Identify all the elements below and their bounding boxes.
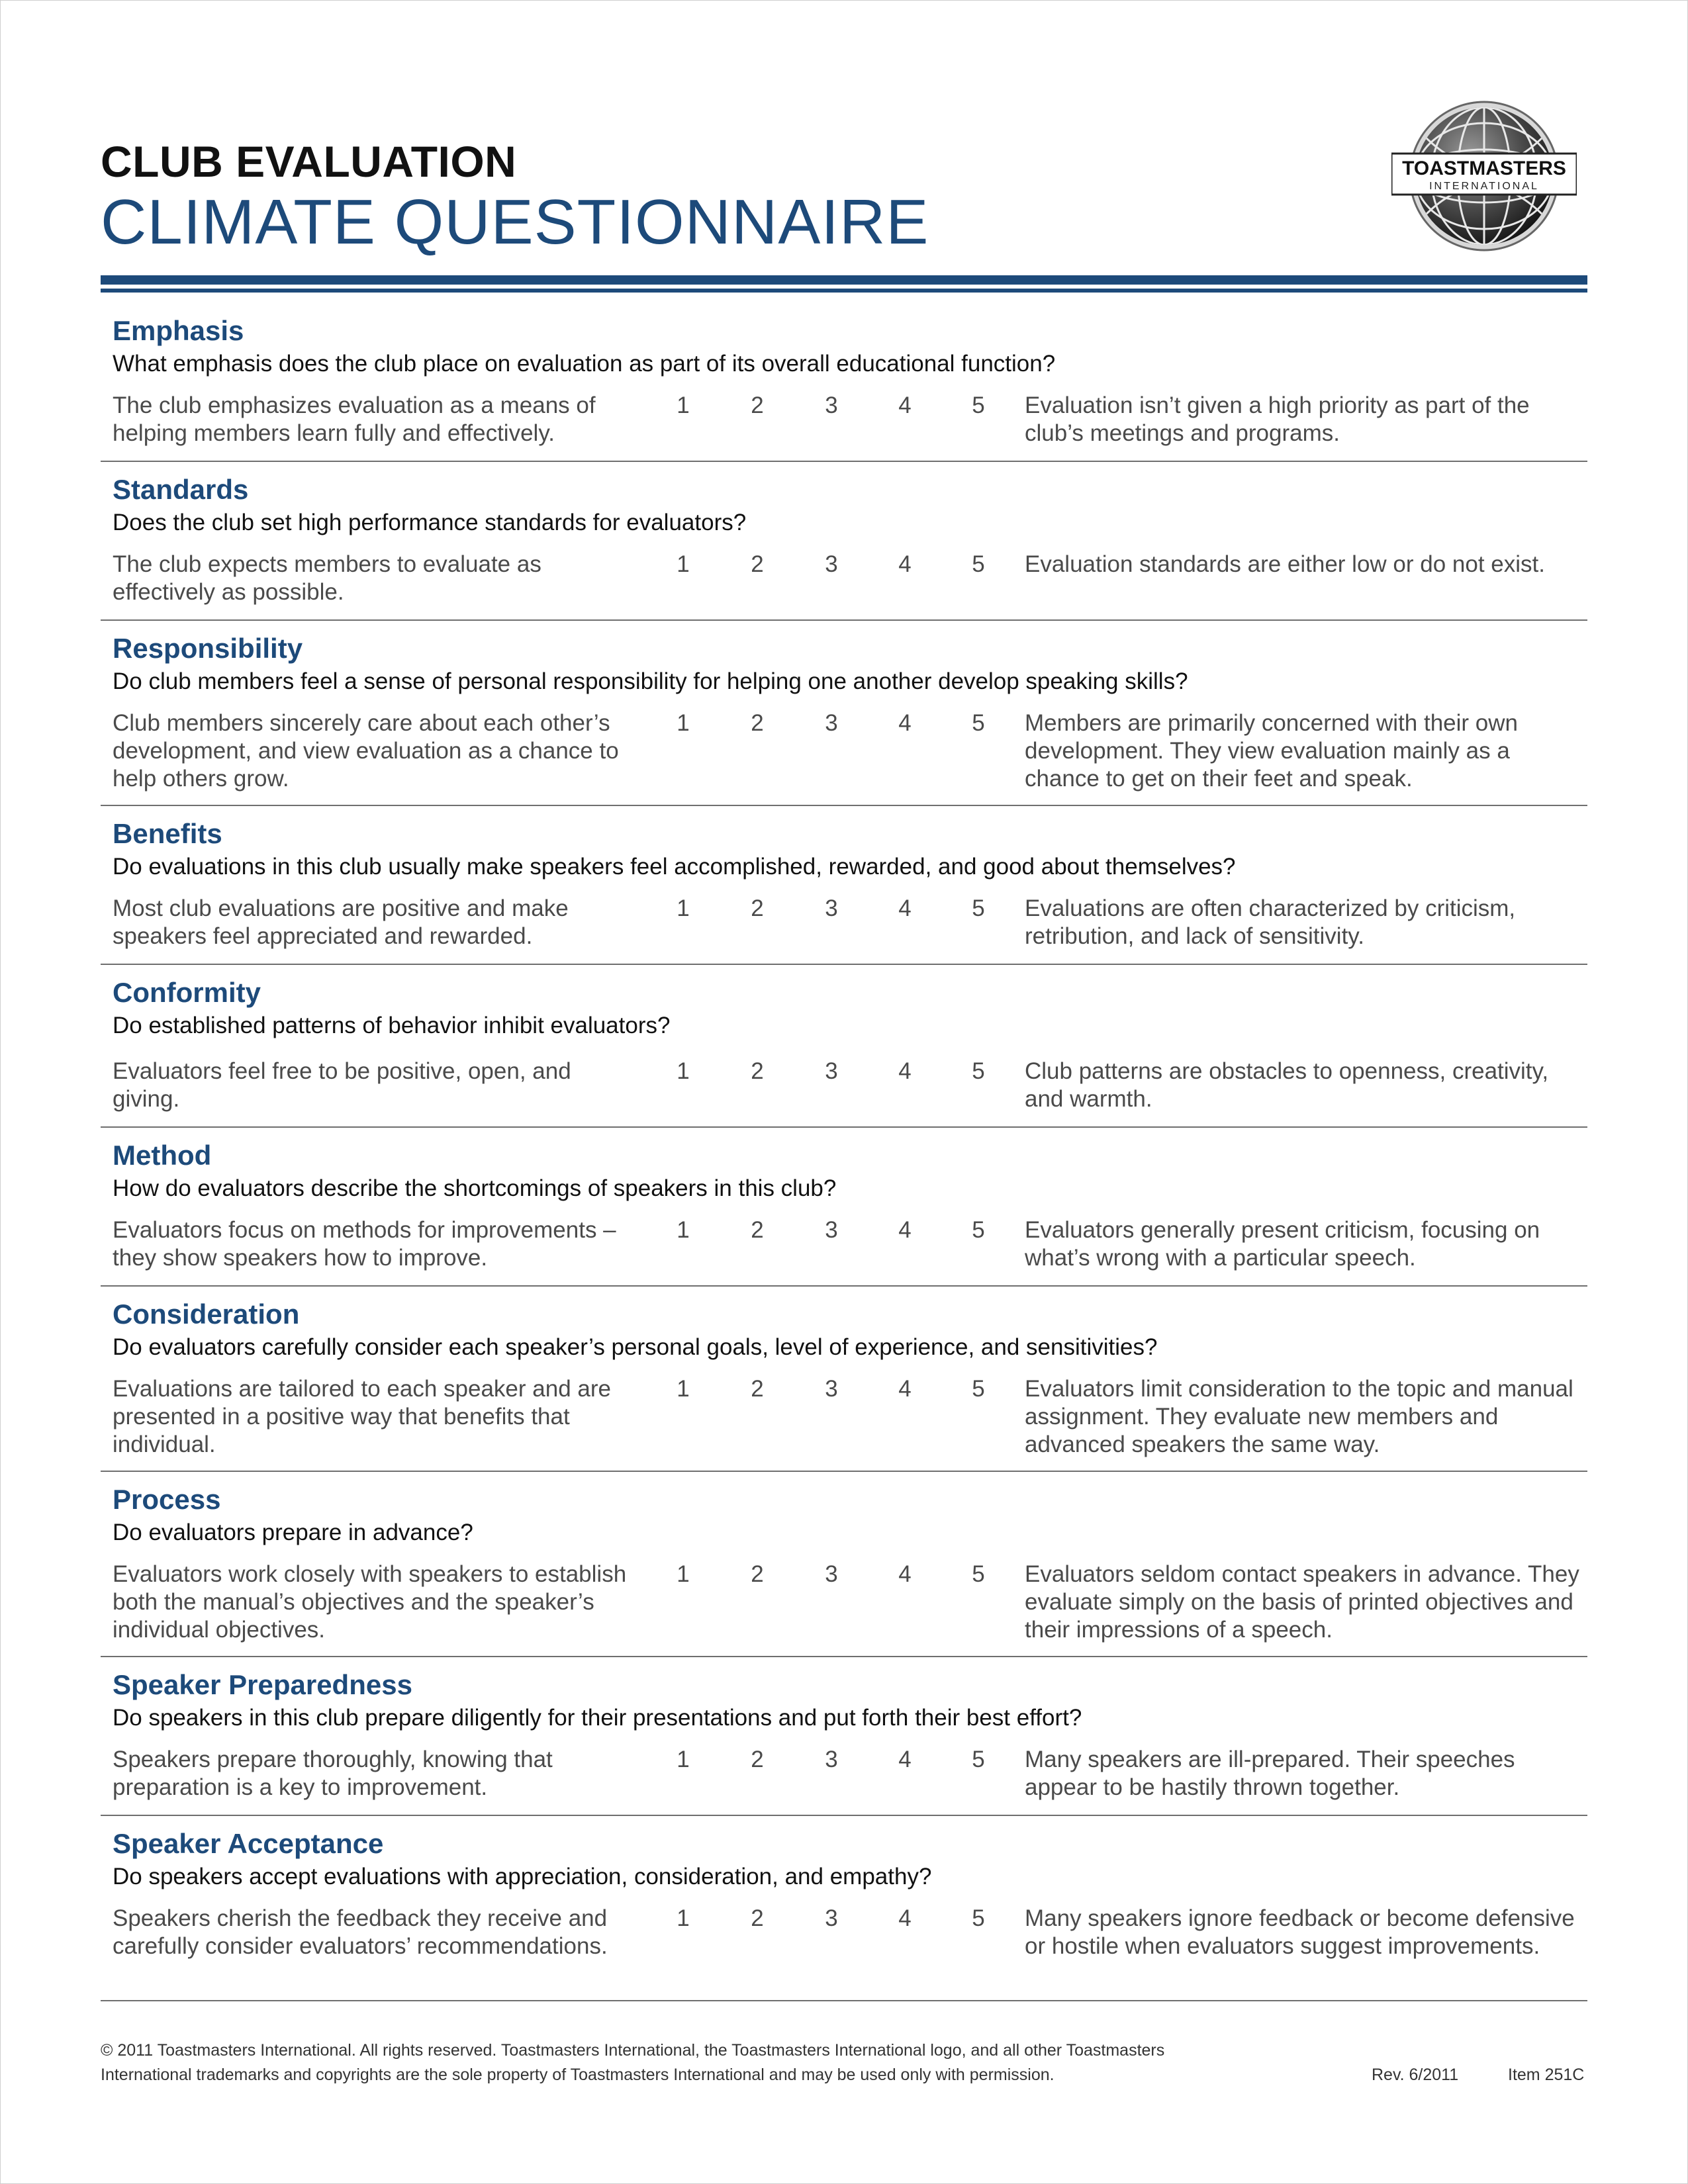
title-main: CLUB EVALUATION — [101, 137, 517, 186]
positive-statement: Evaluations are tailored to each speaker and are presented in a positive way that benefits that individual. — [113, 1376, 611, 1457]
negative-statement: Club patterns are obstacles to openness, creativity, and warmth. — [1025, 1058, 1549, 1112]
section-standards — [101, 473, 1587, 621]
section-conformity — [101, 976, 1587, 1128]
negative-statement: Evaluators generally present criticism, focusing on what’s wrong with a particular speech. — [1025, 1217, 1540, 1271]
page-title — [101, 136, 929, 257]
section-title: Standards — [113, 474, 249, 505]
section-method — [101, 1138, 1587, 1287]
section-question: Does the club set high performance standards for evaluators? — [113, 510, 747, 535]
rating-4[interactable]: 4 — [898, 1058, 912, 1084]
title-subtitle: CLIMATE QUESTIONNAIRE — [101, 187, 929, 257]
positive-statement: Most club evaluations are positive and make speakers feel appreciated and rewarded. — [113, 895, 569, 949]
section-consideration — [101, 1297, 1587, 1472]
section-process — [101, 1482, 1587, 1657]
rating-5[interactable]: 5 — [972, 551, 985, 577]
rating-5[interactable]: 5 — [972, 1217, 985, 1243]
rating-4[interactable]: 4 — [898, 1376, 912, 1402]
rating-1[interactable]: 1 — [677, 1561, 690, 1587]
footer-item-number: Item 251C — [1508, 2066, 1585, 2084]
header-rule-thick — [101, 275, 1587, 285]
rating-4[interactable]: 4 — [898, 1747, 912, 1772]
negative-statement: Many speakers ignore feedback or become defensive or hostile when evaluators suggest improvements. — [1025, 1905, 1575, 1959]
rating-2[interactable]: 2 — [751, 1376, 764, 1402]
section-title: Process — [113, 1484, 221, 1515]
rating-3[interactable]: 3 — [825, 1561, 838, 1587]
section-title: Conformity — [113, 977, 261, 1008]
rating-5[interactable]: 5 — [972, 895, 985, 921]
rating-5[interactable]: 5 — [972, 1905, 985, 1931]
section-title: Consideration — [113, 1298, 300, 1330]
toastmasters-logo — [1391, 97, 1577, 255]
rating-1[interactable]: 1 — [677, 1905, 690, 1931]
section-speaker-preparedness — [101, 1668, 1587, 1816]
rating-2[interactable]: 2 — [751, 1905, 764, 1931]
section-question: Do speakers in this club prepare diligently for their presentations and put forth their best effort? — [113, 1705, 1082, 1731]
rating-1[interactable]: 1 — [677, 1376, 690, 1402]
rating-5[interactable]: 5 — [972, 1376, 985, 1402]
rating-1[interactable]: 1 — [677, 710, 690, 736]
section-title: Responsibility — [113, 633, 303, 664]
positive-statement: The club emphasizes evaluation as a means of helping members learn fully and effectively. — [113, 392, 596, 446]
section-question: How do evaluators describe the shortcomings of speakers in this club? — [113, 1175, 837, 1201]
rating-5[interactable]: 5 — [972, 1747, 985, 1772]
section-speaker-acceptance — [101, 1827, 1587, 2001]
section-question: Do speakers accept evaluations with appreciation, consideration, and empathy? — [113, 1864, 932, 1889]
logo-sub: INTERNATIONAL — [1429, 181, 1539, 192]
section-question: What emphasis does the club place on evaluation as part of its overall educational function? — [113, 351, 1056, 377]
logo-name: TOASTMASTERS — [1402, 158, 1566, 179]
footer-copyright: © 2011 Toastmasters International. All rights reserved. Toastmasters International, the Toastmasters International logo, and all other Toastmasters International trademarks and copyrights are the sole property of Toastmasters International and may be used only with permission. — [101, 2041, 1165, 2084]
rating-5[interactable]: 5 — [972, 1561, 985, 1587]
section-question: Do evaluators carefully consider each speaker’s personal goals, level of experience, and sensitivities? — [113, 1334, 1158, 1360]
rating-1[interactable]: 1 — [677, 1747, 690, 1772]
rating-3[interactable]: 3 — [825, 392, 838, 418]
rating-3[interactable]: 3 — [825, 1747, 838, 1772]
rating-4[interactable]: 4 — [898, 710, 912, 736]
positive-statement: Club members sincerely care about each other’s development, and view evaluation as a chance to help others grow. — [113, 710, 619, 792]
rating-2[interactable]: 2 — [751, 1747, 764, 1772]
section-title: Method — [113, 1140, 212, 1171]
negative-statement: Evaluators seldom contact speakers in advance. They evaluate simply on the basis of printed objectives and their impressions of a speech. — [1025, 1561, 1579, 1643]
section-question: Do evaluators prepare in advance? — [113, 1520, 473, 1545]
negative-statement: Members are primarily concerned with their own development. They view evaluation mainly as a chance to get on their feet and speak. — [1025, 710, 1518, 792]
section-benefits — [101, 817, 1587, 965]
section-title: Speaker Acceptance — [113, 1828, 384, 1859]
rating-2[interactable]: 2 — [751, 551, 764, 577]
rating-3[interactable]: 3 — [825, 710, 838, 736]
negative-statement: Evaluation standards are either low or do not exist. — [1025, 551, 1545, 577]
positive-statement: The club expects members to evaluate as effectively as possible. — [113, 551, 541, 605]
rating-4[interactable]: 4 — [898, 1217, 912, 1243]
rating-2[interactable]: 2 — [751, 1058, 764, 1084]
rating-3[interactable]: 3 — [825, 895, 838, 921]
section-question: Do evaluations in this club usually make speakers feel accomplished, rewarded, and good about themselves? — [113, 854, 1236, 880]
rating-1[interactable]: 1 — [677, 1217, 690, 1243]
footer-revision: Rev. 6/2011 — [1372, 2066, 1459, 2084]
rating-1[interactable]: 1 — [677, 392, 690, 418]
rating-2[interactable]: 2 — [751, 1217, 764, 1243]
section-question: Do established patterns of behavior inhibit evaluators? — [113, 1013, 671, 1038]
rating-4[interactable]: 4 — [898, 1561, 912, 1587]
section-title: Benefits — [113, 818, 222, 849]
rating-2[interactable]: 2 — [751, 895, 764, 921]
rating-1[interactable]: 1 — [677, 895, 690, 921]
section-emphasis — [101, 314, 1587, 462]
rating-3[interactable]: 3 — [825, 1905, 838, 1931]
rating-5[interactable]: 5 — [972, 710, 985, 736]
header-rule-thin — [101, 289, 1587, 293]
rating-4[interactable]: 4 — [898, 895, 912, 921]
rating-3[interactable]: 3 — [825, 1217, 838, 1243]
negative-statement: Evaluation isn’t given a high priority as part of the club’s meetings and programs. — [1025, 392, 1530, 446]
rating-5[interactable]: 5 — [972, 1058, 985, 1084]
negative-statement: Evaluations are often characterized by criticism, retribution, and lack of sensitivity. — [1025, 895, 1516, 949]
positive-statement: Speakers cherish the feedback they receive and carefully consider evaluators’ recommendations. — [113, 1905, 608, 1959]
rating-2[interactable]: 2 — [751, 392, 764, 418]
rating-1[interactable]: 1 — [677, 551, 690, 577]
rating-3[interactable]: 3 — [825, 1058, 838, 1084]
rating-4[interactable]: 4 — [898, 1905, 912, 1931]
section-title: Speaker Preparedness — [113, 1669, 412, 1700]
rating-1[interactable]: 1 — [677, 1058, 690, 1084]
section-responsibility — [101, 631, 1587, 806]
rating-2[interactable]: 2 — [751, 1561, 764, 1587]
section-question: Do club members feel a sense of personal responsibility for helping one another develop speaking skills? — [113, 668, 1188, 694]
rating-5[interactable]: 5 — [972, 392, 985, 418]
positive-statement: Evaluators focus on methods for improvements – they show speakers how to improve. — [113, 1217, 616, 1271]
negative-statement: Many speakers are ill-prepared. Their speeches appear to be hastily thrown together. — [1025, 1747, 1515, 1800]
rating-3[interactable]: 3 — [825, 551, 838, 577]
rating-4[interactable]: 4 — [898, 392, 912, 418]
positive-statement: Evaluators feel free to be positive, open, and giving. — [113, 1058, 571, 1112]
rating-4[interactable]: 4 — [898, 551, 912, 577]
positive-statement: Speakers prepare thoroughly, knowing that preparation is a key to improvement. — [113, 1747, 553, 1800]
section-title: Emphasis — [113, 315, 244, 346]
rating-3[interactable]: 3 — [825, 1376, 838, 1402]
negative-statement: Evaluators limit consideration to the topic and manual assignment. They evaluate new members and advanced speakers the same way. — [1025, 1376, 1573, 1457]
rating-2[interactable]: 2 — [751, 710, 764, 736]
positive-statement: Evaluators work closely with speakers to establish both the manual’s objectives and the speaker’s individual objectives. — [113, 1561, 627, 1643]
